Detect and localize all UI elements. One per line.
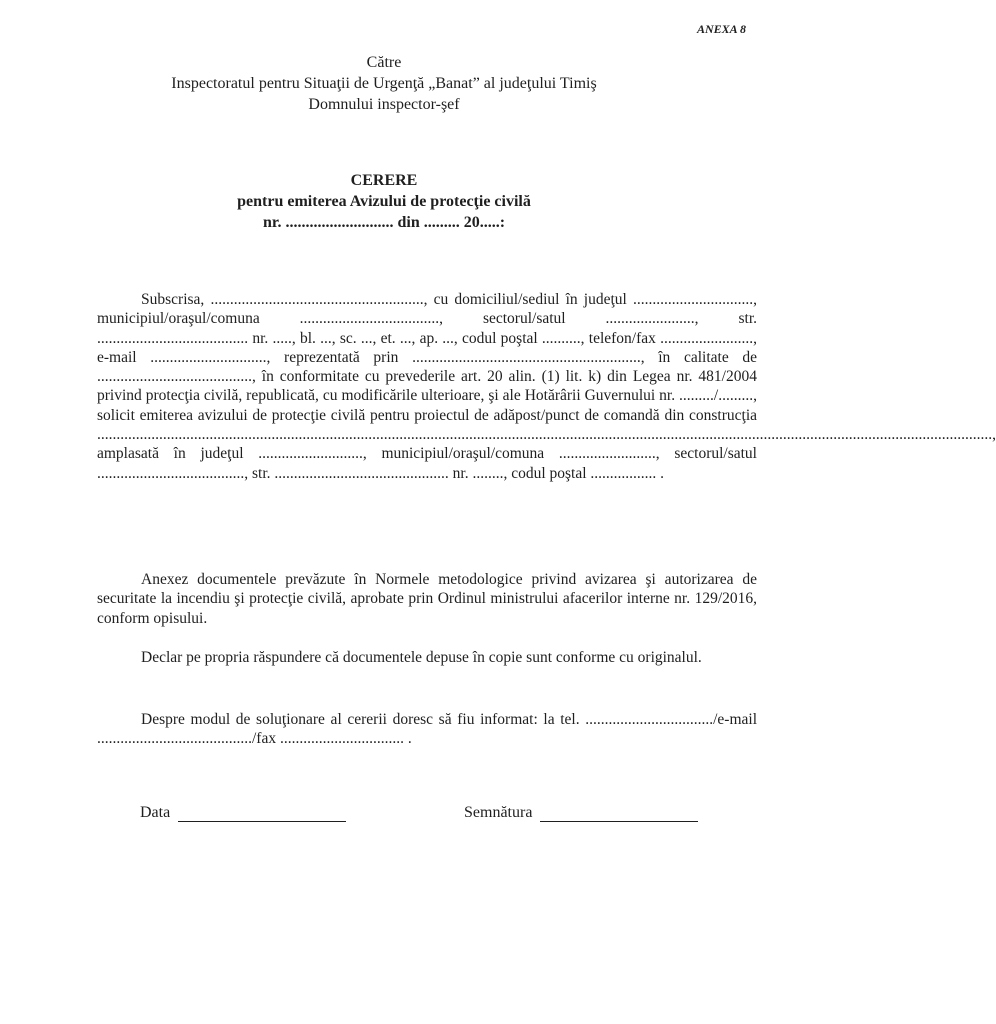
addressee-line-to: Către [366,54,402,71]
date-field [140,804,346,822]
addressee-line-institution: Inspectoratul pentru Situaţii de Urgenţă „Banat” al judeţului Timiş [171,75,597,92]
title-block [0,170,768,233]
request-text: Subscrisa, ......................................................., cu domiciliul/sediul în judeţul ..............................., municipiul/oraşul/comuna ...................................., sectorul/satul ......................., str. ....................................... nr. ....., bl. ..., sc. ..., et. ..., ap. ..., codul poştal .........., telefon/fax ........................, e-mail .............................., reprezentată prin ..........................................................., în calitate de ........................................, în conformitate cu prevederile art. 20 alin. (1) lit. k) din Legea nr. 481/2004 privind protecţia civilă, republicată, cu modificările ulterioare, şi ale Hotărârii Guvernului nr. ........./........., solicit emiterea avizului de protecţie civilă pentru proiectul de adăpost/punct de comandă din construcţia ......................................................................................................................................................................................................................................., amplasată în judeţul ..........................., municipiul/oraşul/comuna ........................., sectorul/satul ......................................, str. ............................................. nr. ........, codul poştal ................. . [97,291,996,482]
signature-field [464,804,698,822]
annex-label: ANEXA 8 [696,22,746,36]
document-number-line: nr. ........................... din ......... 20.....: [262,214,506,231]
document-subtitle: pentru emiterea Avizului de protecţie civilă [237,193,531,210]
declaration-paragraph [97,648,757,667]
annex-documents-paragraph [97,570,757,628]
addressee-block [0,52,768,115]
contact-paragraph [97,710,757,749]
contact-text: Despre modul de soluţionare al cererii doresc să fiu informat: la tel. ................................./e-mail ......................................../fax ................................ . [97,711,757,748]
date-label: Data [140,804,171,821]
document-title: CERERE [350,172,418,189]
declaration-text: Declar pe propria răspundere că documentele depuse în copie sunt conforme cu originalul. [141,649,702,666]
addressee-line-person: Domnului inspector-şef [308,96,460,113]
signature-label: Semnătura [464,804,533,821]
date-line [178,806,346,822]
signature-line [540,806,698,822]
request-paragraph [97,290,996,483]
annex-documents-text: Anexez documentele prevăzute în Normele metodologice privind avizarea şi autorizarea de securitate la incendiu şi protecţie civilă, aprobate prin Ordinul ministrului afacerilor interne nr. 129/2016, conform opisului. [97,571,757,627]
